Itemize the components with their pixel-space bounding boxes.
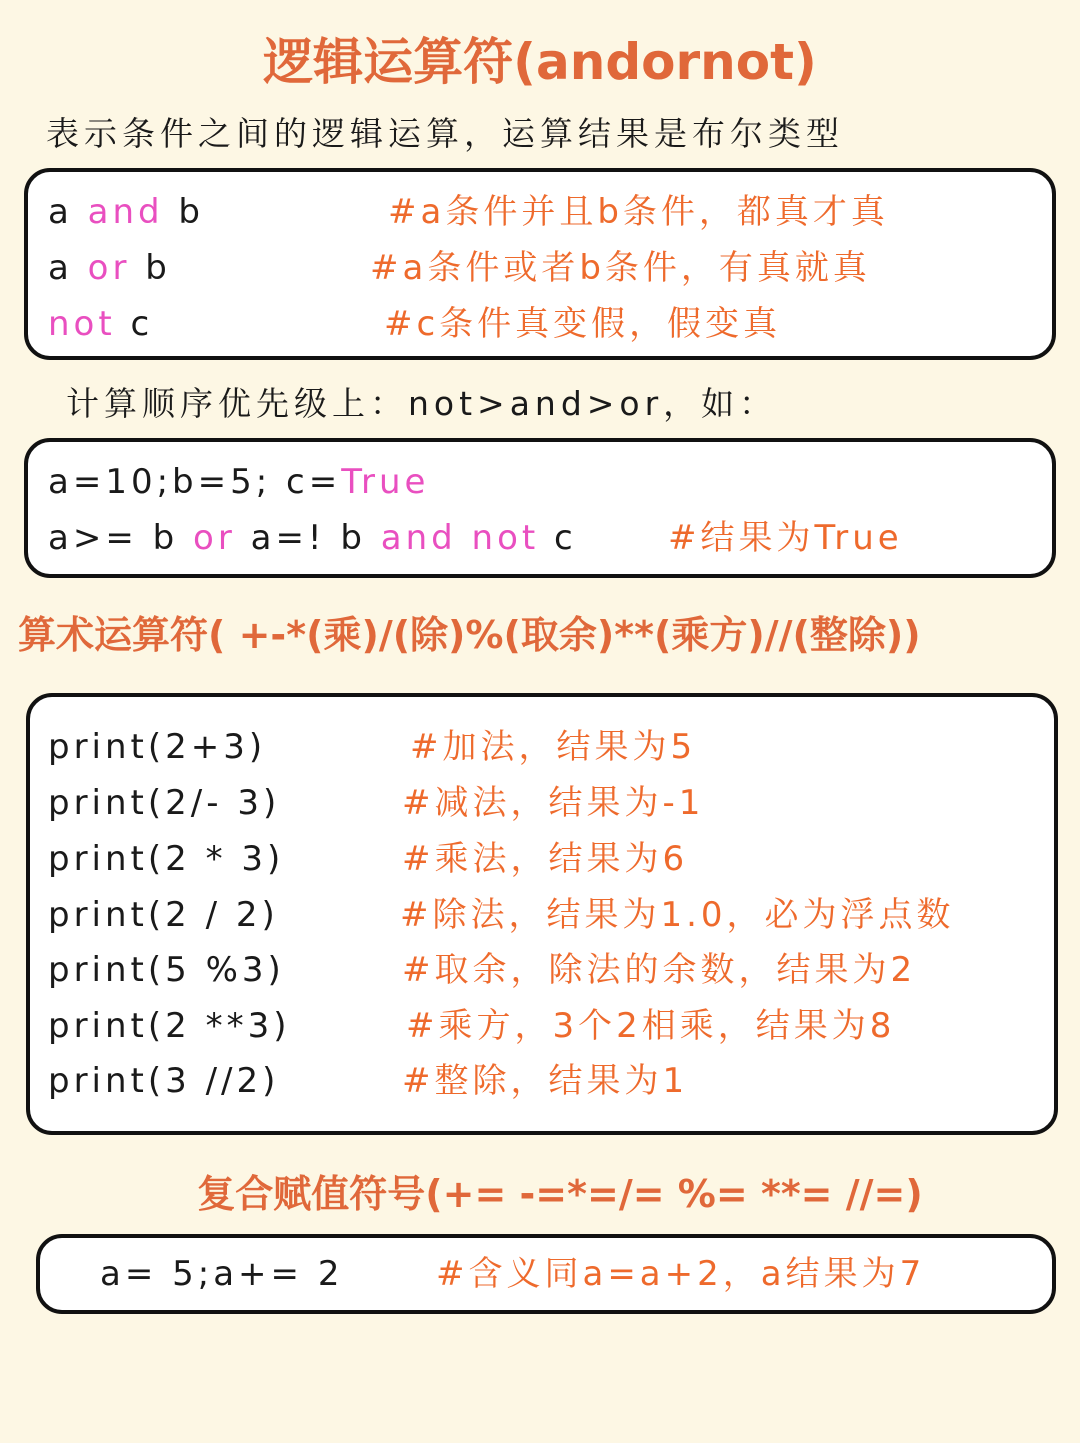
code-text: a — [48, 192, 88, 232]
compound-code-box — [36, 1234, 1056, 1314]
keyword: or — [193, 518, 236, 558]
code-text: a>= b — [48, 518, 194, 558]
arith-comment-add: #加法，结果为5 — [410, 727, 697, 767]
arith-code-pow: print(2 **3) — [48, 1006, 291, 1046]
arith-comment-pow: #乘方，3个2相乘，结果为8 — [406, 1006, 896, 1046]
arith-code-floordiv: print(3 //2) — [48, 1061, 280, 1101]
keyword: True — [341, 462, 430, 502]
logic-comment-not: #c条件真变假，假变真 — [384, 304, 782, 344]
code-text: b — [163, 192, 205, 232]
example-line-1 — [48, 462, 429, 502]
compound-comment: #含义同a=a+2，a结果为7 — [436, 1254, 926, 1294]
example-line-2 — [48, 518, 577, 558]
logic-comment-or: #a条件或者b条件，有真就真 — [370, 248, 871, 288]
logic-row-not — [48, 304, 153, 344]
logic-comment-and: #a条件并且b条件，都真才真 — [388, 192, 889, 232]
logic-title: 逻辑运算符(andornot) — [263, 33, 817, 91]
logic-description: 表示条件之间的逻辑运算，运算结果是布尔类型 — [46, 114, 844, 153]
compound-title: 复合赋值符号(+= -=*=/= %= **= //=) — [197, 1172, 923, 1216]
arith-comment-floordiv: #整除，结果为1 — [402, 1061, 689, 1101]
example-comment: #结果为True — [668, 518, 903, 558]
arith-code-mod: print(5 %3) — [48, 950, 285, 990]
code-text: a=10;b=5; c= — [48, 462, 342, 502]
logic-code-box — [24, 168, 1056, 360]
arith-code-mul: print(2 * 3) — [48, 839, 285, 879]
logic-row-or — [48, 248, 171, 288]
arith-comment-div: #除法，结果为1.0，必为浮点数 — [400, 895, 955, 935]
priority-text: 计算顺序优先级上：not>and>or，如： — [66, 384, 778, 423]
arith-comment-mod: #取余，除法的余数，结果为2 — [402, 950, 917, 990]
compound-code: a= 5;a+= 2 — [100, 1254, 344, 1294]
keyword: not — [48, 304, 116, 344]
code-text: b — [130, 248, 171, 288]
arith-title: 算术运算符( +-*(乘)/(除)%(取余)**(乘方)//(整除)) — [18, 613, 921, 657]
arith-comment-mul: #乘法，结果为6 — [402, 839, 689, 879]
keyword: and — [87, 192, 164, 232]
arith-code-div: print(2 / 2) — [48, 895, 279, 935]
example-code-box — [24, 438, 1056, 578]
arith-code-sub: print(2/- 3) — [48, 783, 281, 823]
code-text: c — [539, 518, 577, 558]
code-text: a=! b — [235, 518, 381, 558]
code-text: a — [48, 248, 88, 288]
code-text: c — [115, 304, 154, 344]
arith-comment-sub: #减法，结果为-1 — [402, 783, 705, 823]
keyword: and not — [380, 518, 540, 558]
arith-code-box — [26, 693, 1058, 1135]
arith-code-add: print(2+3) — [48, 727, 267, 767]
logic-row-and — [48, 192, 204, 232]
keyword: or — [87, 248, 131, 288]
